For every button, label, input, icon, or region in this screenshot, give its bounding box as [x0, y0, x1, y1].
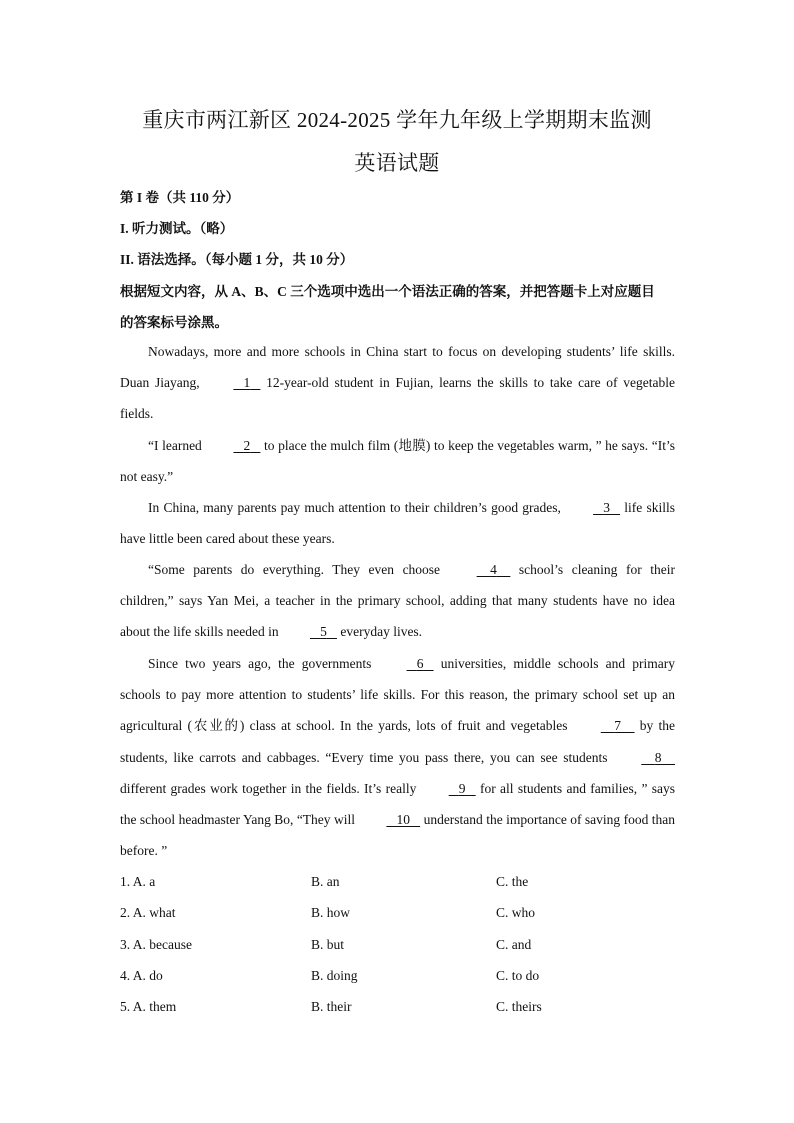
blank-4: 4 — [490, 562, 497, 577]
instruction-line-2: 的答案标号涂黑。 — [120, 315, 228, 330]
blank-10: 10 — [396, 812, 411, 828]
option-c: C. to do — [496, 968, 540, 983]
passage-text: 12-year-old student in Fujian, learns the skills to take care of vegetable fields. — [120, 375, 676, 422]
passage-text: everyday lives. — [340, 624, 423, 640]
blank-3: 3 — [603, 500, 610, 515]
option-c: C. who — [496, 905, 536, 920]
option-a: 4. A. do — [120, 968, 163, 983]
option-b: B. how — [311, 905, 351, 920]
option-b: B. their — [311, 999, 352, 1014]
question-1-options — [120, 874, 680, 894]
instruction-line-1: 根据短文内容，从 A、B、C 三个选项中选出一个语法正确的答案，并把答题卡上对应题目 — [120, 284, 655, 299]
question-2-options — [120, 905, 680, 925]
exam-title: 重庆市两江新区 2024-2025 学年九年级上学期期末监测 — [142, 108, 652, 132]
question-4-options — [120, 968, 680, 988]
passage-paragraph-4 — [120, 554, 675, 648]
option-a: 1. A. a — [120, 874, 156, 889]
passage-text: In China, many parents pay much attention to their children’s good grades, — [148, 500, 561, 515]
option-b: B. doing — [311, 968, 358, 983]
option-a: 2. A. what — [120, 905, 176, 920]
passage-text: for all students and families, ” says the school headmaster Yang Bo, “They will — [120, 780, 676, 828]
passage-paragraph-5 — [120, 648, 675, 866]
passage-paragraph-1 — [120, 336, 675, 430]
option-c: C. and — [496, 937, 532, 952]
option-b: B. but — [311, 937, 345, 952]
blank-1: 1 — [243, 375, 251, 391]
passage-paragraph-2 — [120, 430, 675, 492]
option-a: 5. A. them — [120, 999, 177, 1014]
blank-7: 7 — [614, 718, 622, 734]
passage-text: Since two years ago, the governments — [148, 656, 372, 671]
option-c: C. the — [496, 874, 529, 889]
passage-text: different grades work together in the fields. It’s really — [120, 780, 417, 796]
blank-2: 2 — [243, 438, 251, 453]
part-heading: 第 I 卷（共 110 分） — [120, 190, 240, 205]
exam-subtitle: 英语试题 — [354, 151, 440, 175]
passage-text: school’s cleaning for their children,” says Yan Mei, a teacher in the primary school, adding that many students have no idea about the life skills needed in — [120, 562, 675, 640]
passage-text: by the students, like carrots and cabbages. “Every time you pass there, you can see students — [120, 718, 676, 765]
passage-text: “Some parents do everything. They even choose — [148, 562, 441, 577]
question-3-options — [120, 937, 680, 957]
option-c: C. theirs — [496, 999, 542, 1014]
question-5-options — [120, 999, 680, 1019]
blank-9: 9 — [458, 780, 466, 796]
passage-paragraph-3 — [120, 492, 675, 554]
blank-5: 5 — [320, 624, 327, 640]
option-b: B. an — [311, 874, 340, 889]
option-a: 3. A. because — [120, 937, 192, 952]
section-grammar: II. 语法选择。（每小题 1 分，共 10 分） — [120, 252, 354, 267]
passage-text: universities, middle schools and primary schools to pay more attention to students’ life skills. For this reason, the primary school set up an agricultural (农业的) class at school. In the yards, lots of fruit and vegetables — [120, 656, 676, 734]
passage-text: to place the mulch film (地膜) to keep the vegetables warm, ” he says. “It’s not easy.” — [120, 438, 675, 485]
passage-text: Nowadays, more and more schools in China start to focus on developing students’ life skills. Duan Jiayang, — [120, 344, 675, 391]
blank-8: 8 — [654, 749, 662, 765]
passage-text: life skills have little been cared about these years. — [120, 500, 675, 547]
section-listening: I. 听力测试。（略） — [120, 221, 234, 236]
blank-6: 6 — [416, 656, 424, 671]
passage-text: “I learned — [148, 438, 202, 453]
passage-text: understand the importance of saving food than before. ” — [120, 812, 675, 859]
